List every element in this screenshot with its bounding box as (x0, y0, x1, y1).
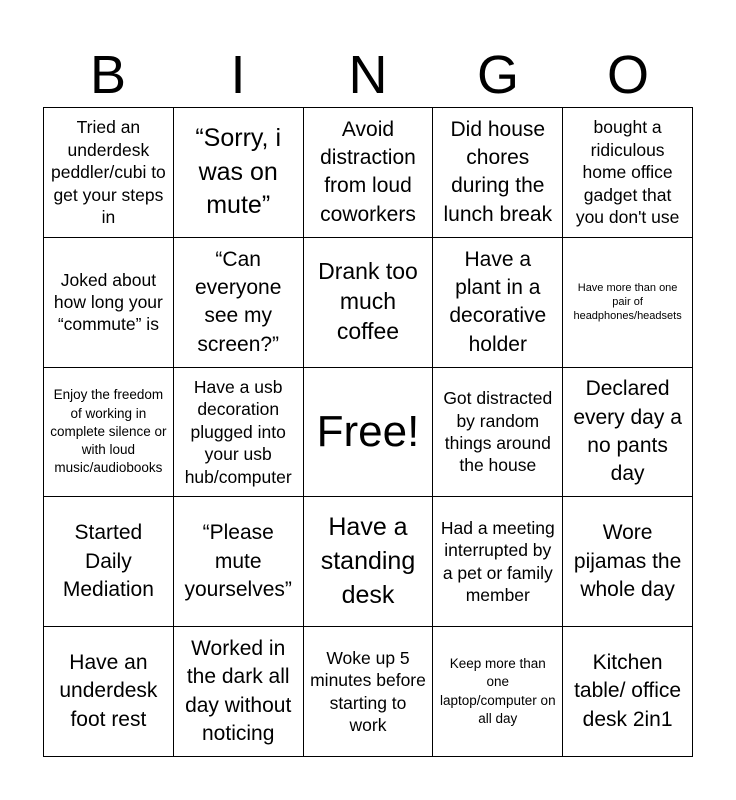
header-letter-i: I (230, 45, 246, 105)
bingo-cell[interactable]: Joked about how long your “commute” is (44, 238, 174, 368)
bingo-cell[interactable]: Have a standing desk (304, 497, 434, 627)
bingo-cell[interactable]: “Can everyone see my screen?” (174, 238, 304, 368)
bingo-cell[interactable]: Tried an underdesk peddler/cubi to get your steps in (44, 108, 174, 238)
header-letter-n: N (348, 45, 388, 105)
header-letter-o: O (606, 45, 649, 105)
bingo-cell[interactable]: “Please mute yourselves” (174, 497, 304, 627)
bingo-cell[interactable]: Avoid distraction from loud coworkers (304, 108, 434, 238)
bingo-cell[interactable]: Drank too much coffee (304, 238, 434, 368)
bingo-cell[interactable]: Kitchen table/ office desk 2in1 (563, 627, 693, 757)
bingo-cell[interactable]: Got distracted by random things around the house (433, 368, 563, 498)
bingo-cell[interactable]: Declared every day a no pants day (563, 368, 693, 498)
bingo-board (43, 107, 693, 757)
bingo-cell[interactable]: Have a plant in a decorative holder (433, 238, 563, 368)
bingo-cell[interactable]: bought a ridiculous home office gadget that you don't use (563, 108, 693, 238)
header-letter-g: G (476, 45, 519, 105)
bingo-cell[interactable]: Have more than one pair of headphones/headsets (563, 238, 693, 368)
bingo-cell[interactable]: Did house chores during the lunch break (433, 108, 563, 238)
bingo-cell[interactable]: “Sorry, i was on mute” (174, 108, 304, 238)
free-space-cell[interactable]: Free! (304, 368, 434, 498)
bingo-cell[interactable]: Keep more than one laptop/computer on all day (433, 627, 563, 757)
header-letter-b: B (89, 45, 127, 105)
bingo-cell[interactable]: Started Daily Mediation (44, 497, 174, 627)
bingo-header (43, 44, 693, 106)
bingo-cell[interactable]: Worked in the dark all day without noticing (174, 627, 304, 757)
bingo-cell[interactable]: Have an underdesk foot rest (44, 627, 174, 757)
bingo-cell[interactable]: Had a meeting interrupted by a pet or family member (433, 497, 563, 627)
bingo-cell[interactable]: Have a usb decoration plugged into your usb hub/computer (174, 368, 304, 498)
bingo-cell[interactable]: Woke up 5 minutes before starting to work (304, 627, 434, 757)
bingo-cell[interactable]: Enjoy the freedom of working in complete silence or with loud music/audiobooks (44, 368, 174, 498)
bingo-cell[interactable]: Wore pijamas the whole day (563, 497, 693, 627)
